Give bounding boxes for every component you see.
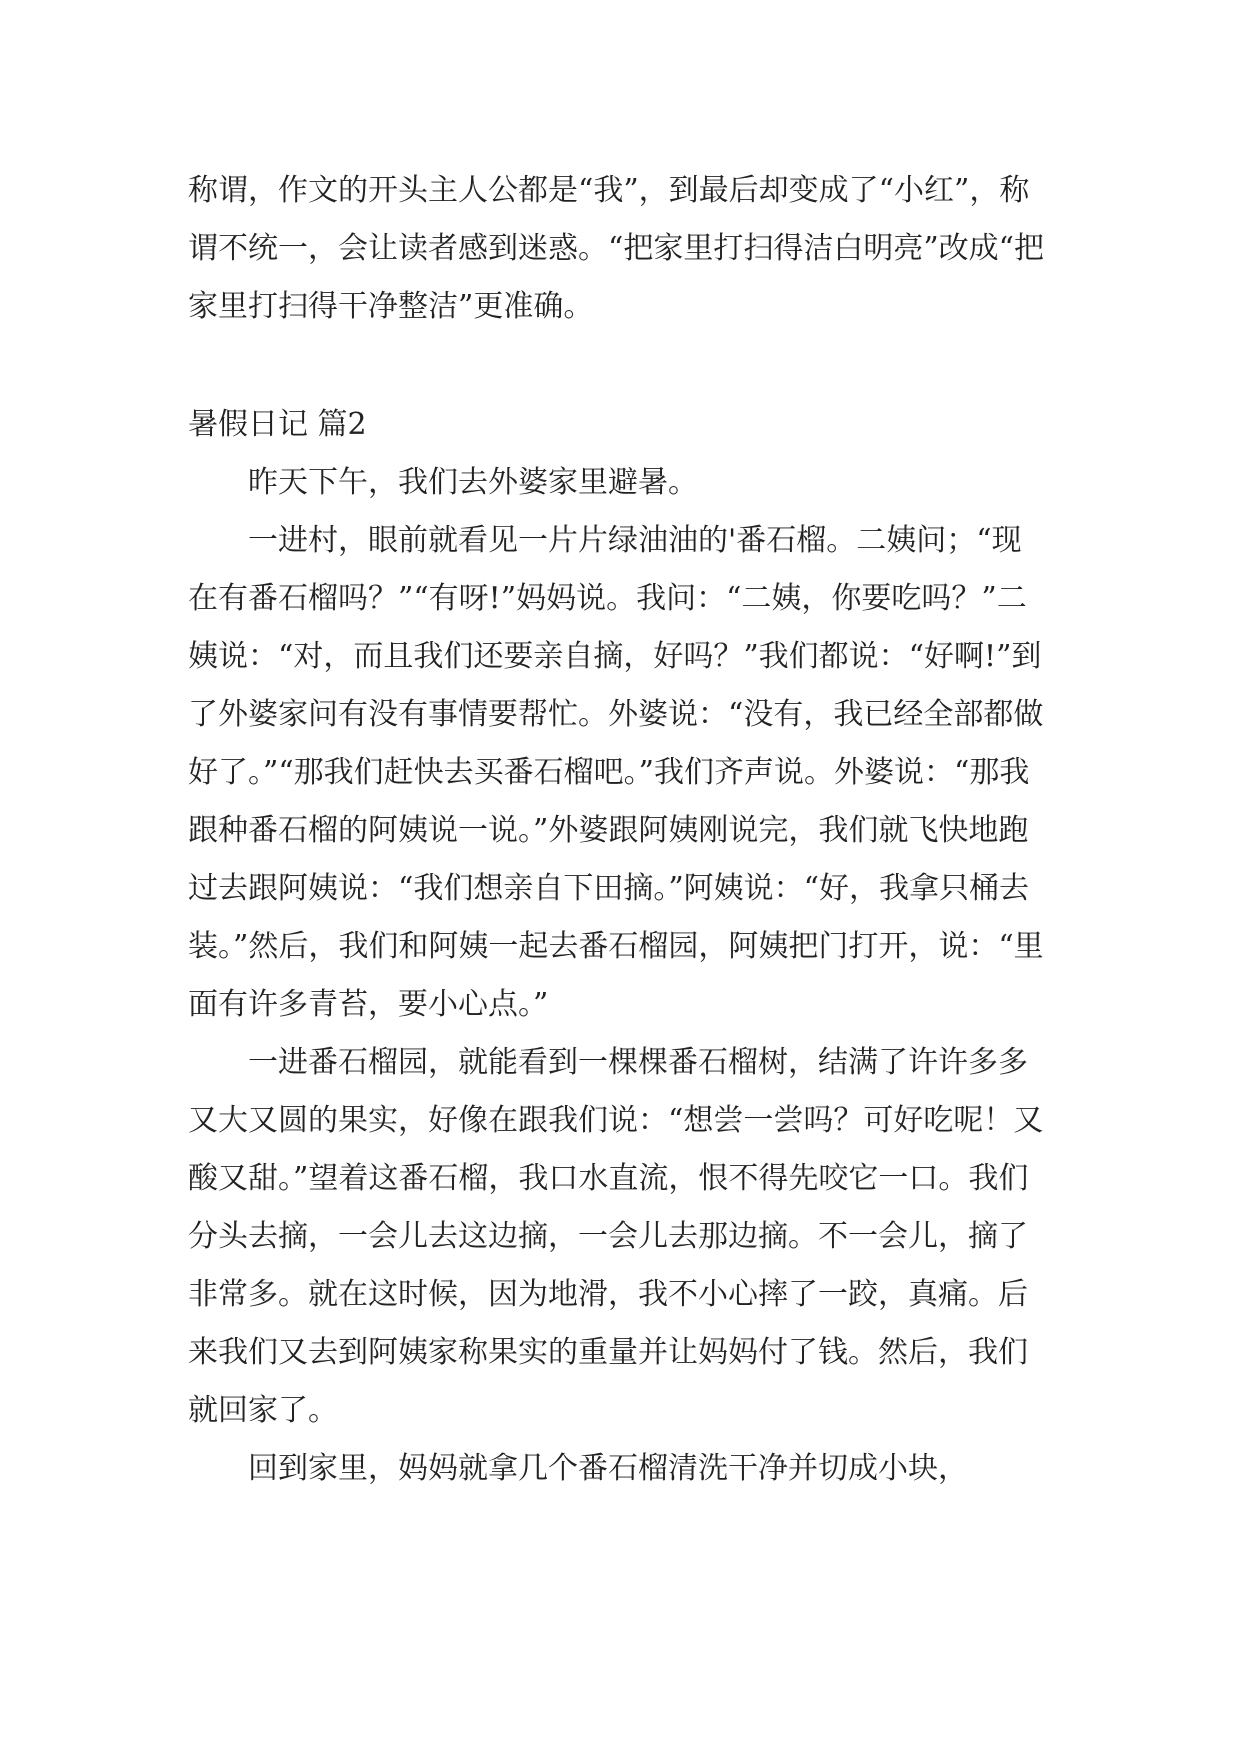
document-body <box>188 162 1048 1498</box>
section-title: 暑假日记 篇2 <box>188 407 367 442</box>
paragraph-4: 回到家里，妈妈就拿几个番石榴清洗干净并切成小块， <box>248 1451 968 1486</box>
section-spacer <box>188 336 1048 396</box>
paragraph-3: 一进番石榴园，就能看到一棵棵番石榴树，结满了许许多多又大又圆的果实，好像在跟我们说：“想尝一尝吗？可好吃呢！又酸又甜。”望着这番石榴，我口水直流，恨不得先咬它一口。我们分头去摘，一会儿去这边摘，一会儿去那边摘。不一会儿，摘了非常多。就在这时候，因为地滑，我不小心摔了一跤，真痛。后来我们又去到阿姨家称果实的重量并让妈妈付了钱。然后，我们就回家了。 <box>188 1045 1044 1428</box>
paragraph-2: 一进村，眼前就看见一片片绿油油的'番石榴。二姨问；“现在有番石榴吗？”“有呀!”妈妈说。我问：“二姨，你要吃吗？”二姨说：“对，而且我们还要亲自摘，好吗？”我们都说：“好啊!”到了外婆家问有没有事情要帮忙。外婆说：“没有，我已经全部都做好了。”“那我们赶快去买番石榴吧。”我们齐声说。外婆说：“那我跟种番石榴的阿姨说一说。”外婆跟阿姨刚说完，我们就飞快地跑过去跟阿姨说：“我们想亲自下田摘。”阿姨说：“好，我拿只桶去装。”然后，我们和阿姨一起去番石榴园，阿姨把门打开，说：“里面有许多青苔，要小心点。” <box>188 523 1044 1022</box>
paragraph-1: 昨天下午，我们去外婆家里避暑。 <box>248 465 698 500</box>
intro-paragraph: 称谓，作文的开头主人公都是“我”，到最后却变成了“小红”，称谓不统一，会让读者感到迷惑。“把家里打扫得洁白明亮”改成“把家里打扫得干净整洁”更准确。 <box>188 173 1045 324</box>
